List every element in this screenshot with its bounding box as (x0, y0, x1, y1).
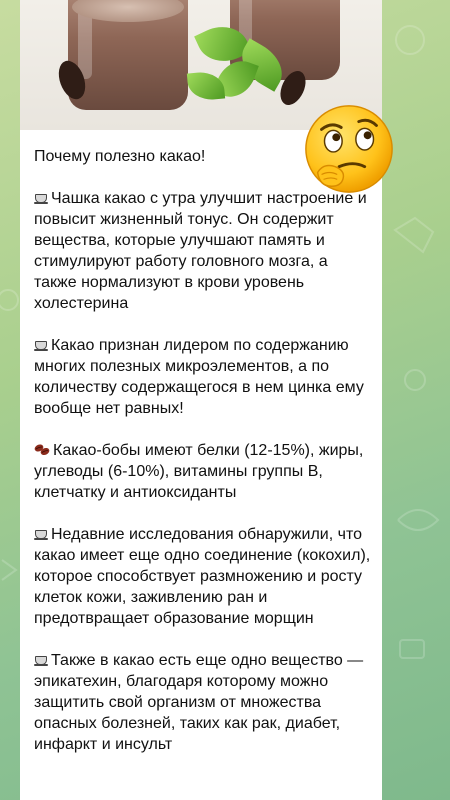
paragraph-3: Какао-бобы имеют белки (12-15%), жиры, углеводы (6-10%), витамины группы В, клетчатку и антиоксиданты (34, 442, 364, 501)
paragraph-5: Также в какао есть еще одно вещество — эпикатехин, благодаря которому можно защитить свой организм от множества опасных болезней, таких как рак, диабет, инфаркт и инсульт (34, 652, 364, 753)
message-text (34, 146, 372, 755)
coffee-beans-icon (34, 443, 50, 456)
paragraph-2: Какао признан лидером по содержанию многих полезных микроэлементов, а по количеству содержащегося в нем цинка ему вообще нет равных! (34, 337, 364, 417)
paragraph-4: Недавние исследования обнаружили, что какао имеет еще одно соединение (кокохил), которое способствует размножению и росту клеток кожи, заживлению ран и предотвращает образование морщин (34, 526, 371, 627)
coffee-cup-icon (34, 339, 48, 351)
coffee-cup-icon (34, 192, 48, 204)
coffee-cup-icon (34, 528, 48, 540)
coffee-cup-icon (34, 654, 48, 666)
paragraph-1: Чашка какао с утра улучшит настроение и повысит жизненный тонус. Он содержит вещества, которые улучшают память и стимулируют работу головного мозга, а также нормализуют в крови уровень холестерина (34, 190, 367, 312)
thinking-face-emoji (300, 100, 398, 198)
post-title: Почему полезно какао! (34, 148, 206, 165)
